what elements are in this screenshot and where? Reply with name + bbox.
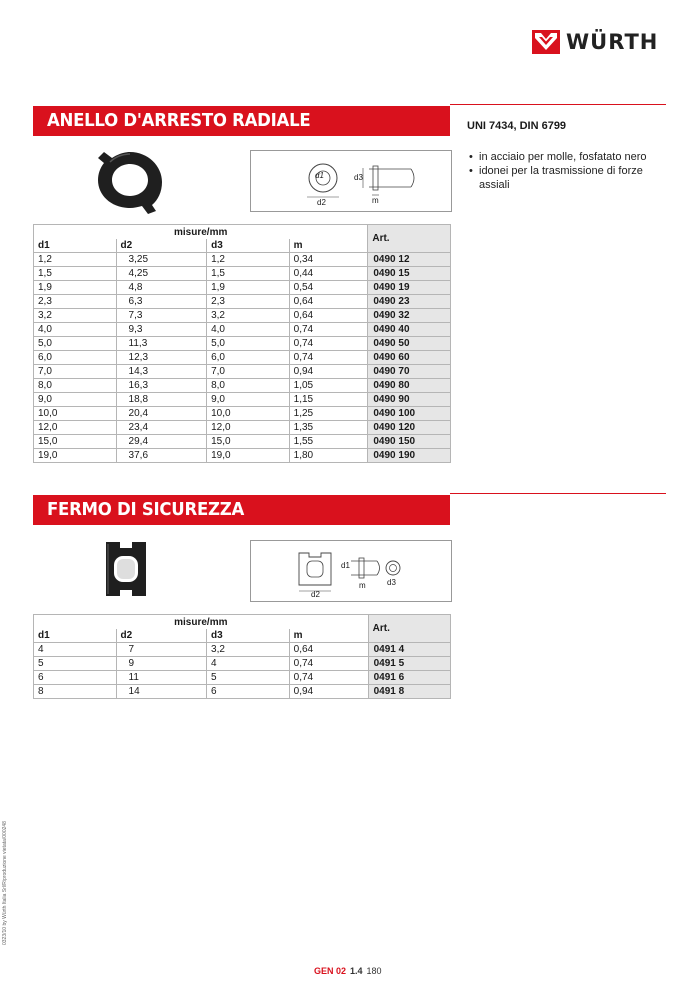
cell-d1: 5	[34, 657, 117, 671]
cell-m: 0,94	[289, 365, 368, 379]
table-row	[34, 379, 451, 393]
safety-clip-image	[100, 538, 152, 600]
retaining-ring-image	[90, 148, 170, 216]
cell-m: 0,34	[289, 253, 368, 267]
cell-d2: 20,4	[116, 407, 207, 421]
specification-table	[33, 614, 451, 699]
cell-d1: 12,0	[34, 421, 117, 435]
table-row	[34, 407, 451, 421]
cell-d2: 23,4	[116, 421, 207, 435]
cell-d1: 1,2	[34, 253, 117, 267]
cell-d3: 5,0	[207, 337, 290, 351]
cell-art: 0490 32	[368, 309, 451, 323]
cell-art: 0490 60	[368, 351, 451, 365]
group-header: misure/mm	[34, 615, 369, 630]
cell-m: 0,74	[289, 323, 368, 337]
cell-d3: 19,0	[207, 449, 290, 463]
cell-m: 0,74	[289, 657, 368, 671]
cell-m: 0,74	[289, 337, 368, 351]
feature-item: • idonei per la trasmissione di forze assiali	[467, 164, 672, 192]
dim-label-m: m	[372, 196, 379, 205]
table-row	[34, 253, 451, 267]
cell-d3: 6	[207, 685, 290, 699]
cell-d2: 11,3	[116, 337, 207, 351]
specification-table	[33, 224, 451, 463]
dim-label-d3: d3	[387, 578, 396, 587]
cell-m: 1,35	[289, 421, 368, 435]
feature-list	[467, 150, 672, 192]
cell-m: 0,74	[289, 351, 368, 365]
cell-d2: 16,3	[116, 379, 207, 393]
cell-d1: 6,0	[34, 351, 117, 365]
cell-art: 0490 23	[368, 295, 451, 309]
cell-d2: 9,3	[116, 323, 207, 337]
cell-d3: 6,0	[207, 351, 290, 365]
cell-d3: 15,0	[207, 435, 290, 449]
cell-d1: 7,0	[34, 365, 117, 379]
wurth-logo	[532, 30, 658, 54]
table-row	[34, 421, 451, 435]
cell-d2: 4,25	[116, 267, 207, 281]
standard-reference: UNI 7434, DIN 6799	[467, 120, 567, 132]
dim-label-d1: d1	[315, 171, 324, 180]
column-header: d2	[116, 239, 207, 253]
cell-m: 0,74	[289, 671, 368, 685]
table-row	[34, 323, 451, 337]
cell-m: 1,55	[289, 435, 368, 449]
column-header: d1	[34, 629, 117, 643]
cell-m: 0,64	[289, 295, 368, 309]
cell-art: 0490 90	[368, 393, 451, 407]
cell-m: 0,44	[289, 267, 368, 281]
table-row	[34, 365, 451, 379]
cell-d3: 1,2	[207, 253, 290, 267]
cell-d3: 8,0	[207, 379, 290, 393]
cell-m: 1,15	[289, 393, 368, 407]
cell-m: 1,25	[289, 407, 368, 421]
table-row	[34, 671, 451, 685]
cell-m: 0,54	[289, 281, 368, 295]
cell-d2: 9	[116, 657, 207, 671]
cell-art: 0490 100	[368, 407, 451, 421]
art-header: Art.	[368, 615, 450, 643]
table-row	[34, 337, 451, 351]
cell-art: 0490 15	[368, 267, 451, 281]
page-footer	[314, 966, 382, 976]
cell-d3: 10,0	[207, 407, 290, 421]
cell-m: 0,94	[289, 685, 368, 699]
table-header-row	[34, 225, 451, 240]
cell-d2: 3,25	[116, 253, 207, 267]
cell-d3: 4,0	[207, 323, 290, 337]
cell-d1: 8	[34, 685, 117, 699]
table-row	[34, 449, 451, 463]
cell-m: 1,80	[289, 449, 368, 463]
cell-art: 0490 40	[368, 323, 451, 337]
cell-d2: 7	[116, 643, 207, 657]
table-row	[34, 281, 451, 295]
catalog-code: GEN 02	[314, 966, 347, 976]
table-row	[34, 393, 451, 407]
brand-name: WÜRTH	[566, 30, 659, 54]
section-title: ANELLO D'ARRESTO RADIALE	[47, 110, 311, 131]
cell-d3: 7,0	[207, 365, 290, 379]
cell-m: 0,64	[289, 309, 368, 323]
cell-m: 0,64	[289, 643, 368, 657]
dim-label-d2: d2	[311, 590, 320, 599]
technical-drawing-graphic	[251, 151, 451, 211]
cell-d2: 12,3	[116, 351, 207, 365]
technical-drawing	[250, 150, 452, 212]
cell-art: 0490 50	[368, 337, 451, 351]
cell-d1: 8,0	[34, 379, 117, 393]
cell-art: 0490 70	[368, 365, 451, 379]
cell-d3: 9,0	[207, 393, 290, 407]
cell-art: 0490 120	[368, 421, 451, 435]
column-header: d3	[207, 629, 290, 643]
cell-art: 0490 12	[368, 253, 451, 267]
cell-d2: 4,8	[116, 281, 207, 295]
art-header: Art.	[368, 225, 451, 253]
table-row	[34, 351, 451, 365]
cell-art: 0490 150	[368, 435, 451, 449]
column-header: d1	[34, 239, 117, 253]
cell-art: 0490 19	[368, 281, 451, 295]
column-header: m	[289, 629, 368, 643]
dim-label-d3: d3	[354, 173, 363, 182]
dim-label-d1: d1	[341, 561, 350, 570]
cell-d2: 29,4	[116, 435, 207, 449]
section-title: FERMO DI SICUREZZA	[47, 499, 244, 520]
cell-d2: 14,3	[116, 365, 207, 379]
cell-d1: 1,5	[34, 267, 117, 281]
cell-d2: 37,6	[116, 449, 207, 463]
cell-art: 0490 80	[368, 379, 451, 393]
table-header-row	[34, 615, 451, 630]
cell-d1: 19,0	[34, 449, 117, 463]
cell-d3: 5	[207, 671, 290, 685]
cell-d1: 15,0	[34, 435, 117, 449]
cell-d1: 4,0	[34, 323, 117, 337]
cell-d3: 12,0	[207, 421, 290, 435]
group-header: misure/mm	[34, 225, 368, 240]
table-row	[34, 685, 451, 699]
cell-d3: 1,5	[207, 267, 290, 281]
table-row	[34, 657, 451, 671]
page-reference: 1.4	[350, 966, 363, 976]
cell-d2: 18,8	[116, 393, 207, 407]
divider-line	[450, 104, 666, 105]
cell-d1: 5,0	[34, 337, 117, 351]
cell-art: 0491 6	[368, 671, 450, 685]
cell-d1: 3,2	[34, 309, 117, 323]
cell-d1: 9,0	[34, 393, 117, 407]
cell-art: 0491 5	[368, 657, 450, 671]
cell-d1: 10,0	[34, 407, 117, 421]
cell-d1: 6	[34, 671, 117, 685]
cell-d2: 14	[116, 685, 207, 699]
cell-d3: 3,2	[207, 643, 290, 657]
technical-drawing	[250, 540, 452, 602]
section-title-bar	[33, 495, 450, 525]
cell-m: 1,05	[289, 379, 368, 393]
table-row	[34, 435, 451, 449]
cell-d2: 6,3	[116, 295, 207, 309]
table-row	[34, 643, 451, 657]
cell-d3: 3,2	[207, 309, 290, 323]
cell-d2: 7,3	[116, 309, 207, 323]
section-title-bar	[33, 106, 450, 136]
wurth-logo-mark-icon	[532, 30, 560, 54]
column-header: d2	[116, 629, 207, 643]
cell-d2: 11	[116, 671, 207, 685]
table-row	[34, 295, 451, 309]
cell-d3: 2,3	[207, 295, 290, 309]
cell-d1: 4	[34, 643, 117, 657]
column-header: d3	[207, 239, 290, 253]
cell-art: 0491 8	[368, 685, 450, 699]
dim-label-d2: d2	[317, 198, 326, 207]
column-header: m	[289, 239, 368, 253]
feature-item: • in acciaio per molle, fosfatato nero	[467, 150, 672, 164]
dim-label-m: m	[359, 581, 366, 590]
cell-d3: 1,9	[207, 281, 290, 295]
cell-d3: 4	[207, 657, 290, 671]
cell-art: 0490 190	[368, 449, 451, 463]
page-number: 180	[366, 966, 382, 976]
table-row	[34, 309, 451, 323]
divider-line	[450, 493, 666, 494]
table-row	[34, 267, 451, 281]
copyright-note: 0323/10 by Würth Italia Srl/Riproduzione vietata/000248	[2, 821, 8, 945]
cell-art: 0491 4	[368, 643, 450, 657]
cell-d1: 1,9	[34, 281, 117, 295]
cell-d1: 2,3	[34, 295, 117, 309]
technical-drawing-graphic	[251, 541, 451, 601]
